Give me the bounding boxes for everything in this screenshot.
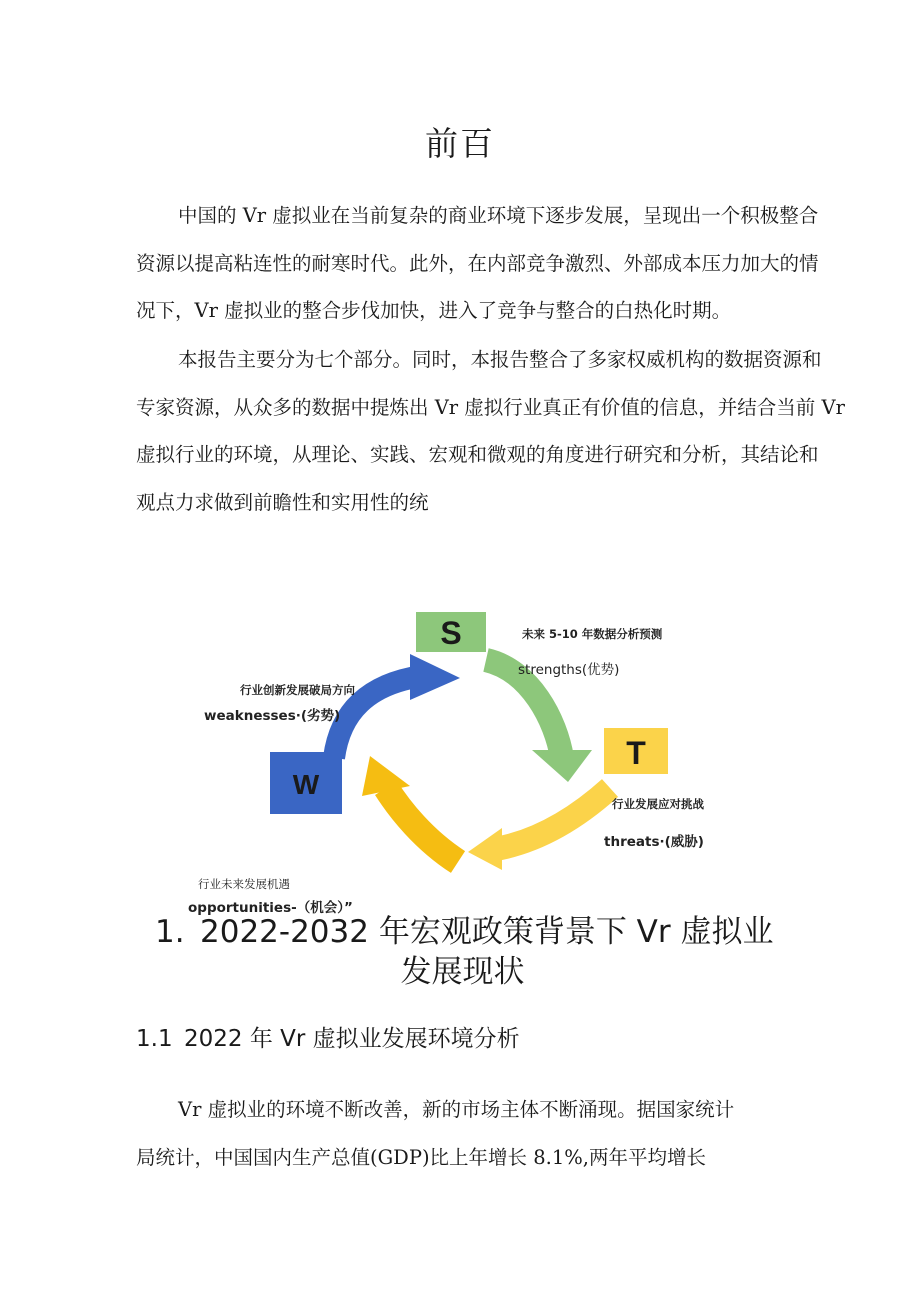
light-yellow-arrow-shaft: [490, 788, 610, 850]
gold-arrow-shaft: [386, 788, 458, 862]
text-line: 本报告主要分为七个部分。同时，本报告整合了多家权威机构的数据资源和: [178, 348, 822, 371]
section-1-1-number: 1.1: [136, 1026, 173, 1052]
text-line: 中国的 Vr 虚拟业在当前复杂的商业环境下逐步发展，呈现出一个积极整合: [178, 204, 819, 227]
text-line: 资源以提高粘连性的耐寒时代。此外，在内部竞争激烈、外部成本压力加大的情: [136, 251, 819, 275]
s-label-en: strengths(优势): [518, 662, 620, 678]
swot-diagram: [190, 600, 750, 920]
text-line: 局统计，中国国内生产总值(GDP)比上年增长 8.1%,两年平均增长: [136, 1145, 706, 1169]
light-yellow-arrow-head: [468, 828, 502, 870]
letter-w: W: [292, 769, 320, 800]
preface-paragraph-1: [136, 192, 819, 335]
section-1-title-line2: 发展现状: [400, 954, 525, 990]
section-1-number: 1.: [155, 914, 185, 950]
section-1-1-heading: [136, 1020, 520, 1053]
preface-paragraph-2: [136, 336, 845, 526]
text-line: 虚拟行业的环境，从理论、实践、宏观和微观的角度进行研究和分析，其结论和: [136, 443, 819, 466]
letter-s: S: [440, 615, 462, 651]
text-line: Vr 虚拟业的环境不断改善，新的市场主体不断涌现。据国家统计: [178, 1098, 735, 1121]
section-1-heading: [155, 912, 795, 992]
w-label-en: weaknesses·(劣势): [204, 708, 341, 724]
text-line: 观点力求做到前瞻性和实用性的统: [136, 490, 429, 514]
o-label-en: opportunities-（机会）”: [188, 900, 353, 916]
green-arrow-head: [532, 750, 592, 782]
swot-arrows: [190, 600, 750, 920]
text-line: 况下，Vr 虚拟业的整合步伐加快，进入了竞争与整合的白热化时期。: [136, 299, 732, 322]
o-label-cn: 行业未来发展机遇: [198, 877, 290, 891]
body-paragraph: [136, 1086, 796, 1181]
letter-t: T: [626, 735, 646, 771]
page-title: 前百: [425, 124, 495, 163]
section-1-title-line1: 2022-2032 年宏观政策背景下 Vr 虚拟业: [200, 914, 774, 950]
t-label-en: threats·(威胁): [604, 834, 704, 850]
blue-arrow-head: [410, 654, 460, 700]
text-line: 专家资源，从众多的数据中提炼出 Vr 虚拟行业真正有价值的信息，并结合当前 Vr: [136, 395, 845, 419]
t-label-cn: 行业发展应对挑战: [612, 797, 704, 811]
section-1-1-title: 2022 年 Vr 虚拟业发展环境分析: [184, 1026, 520, 1052]
s-label-cn: 未来 5-10 年数据分析预测: [522, 627, 663, 641]
w-label-cn: 行业创新发展破局方向: [240, 683, 355, 697]
